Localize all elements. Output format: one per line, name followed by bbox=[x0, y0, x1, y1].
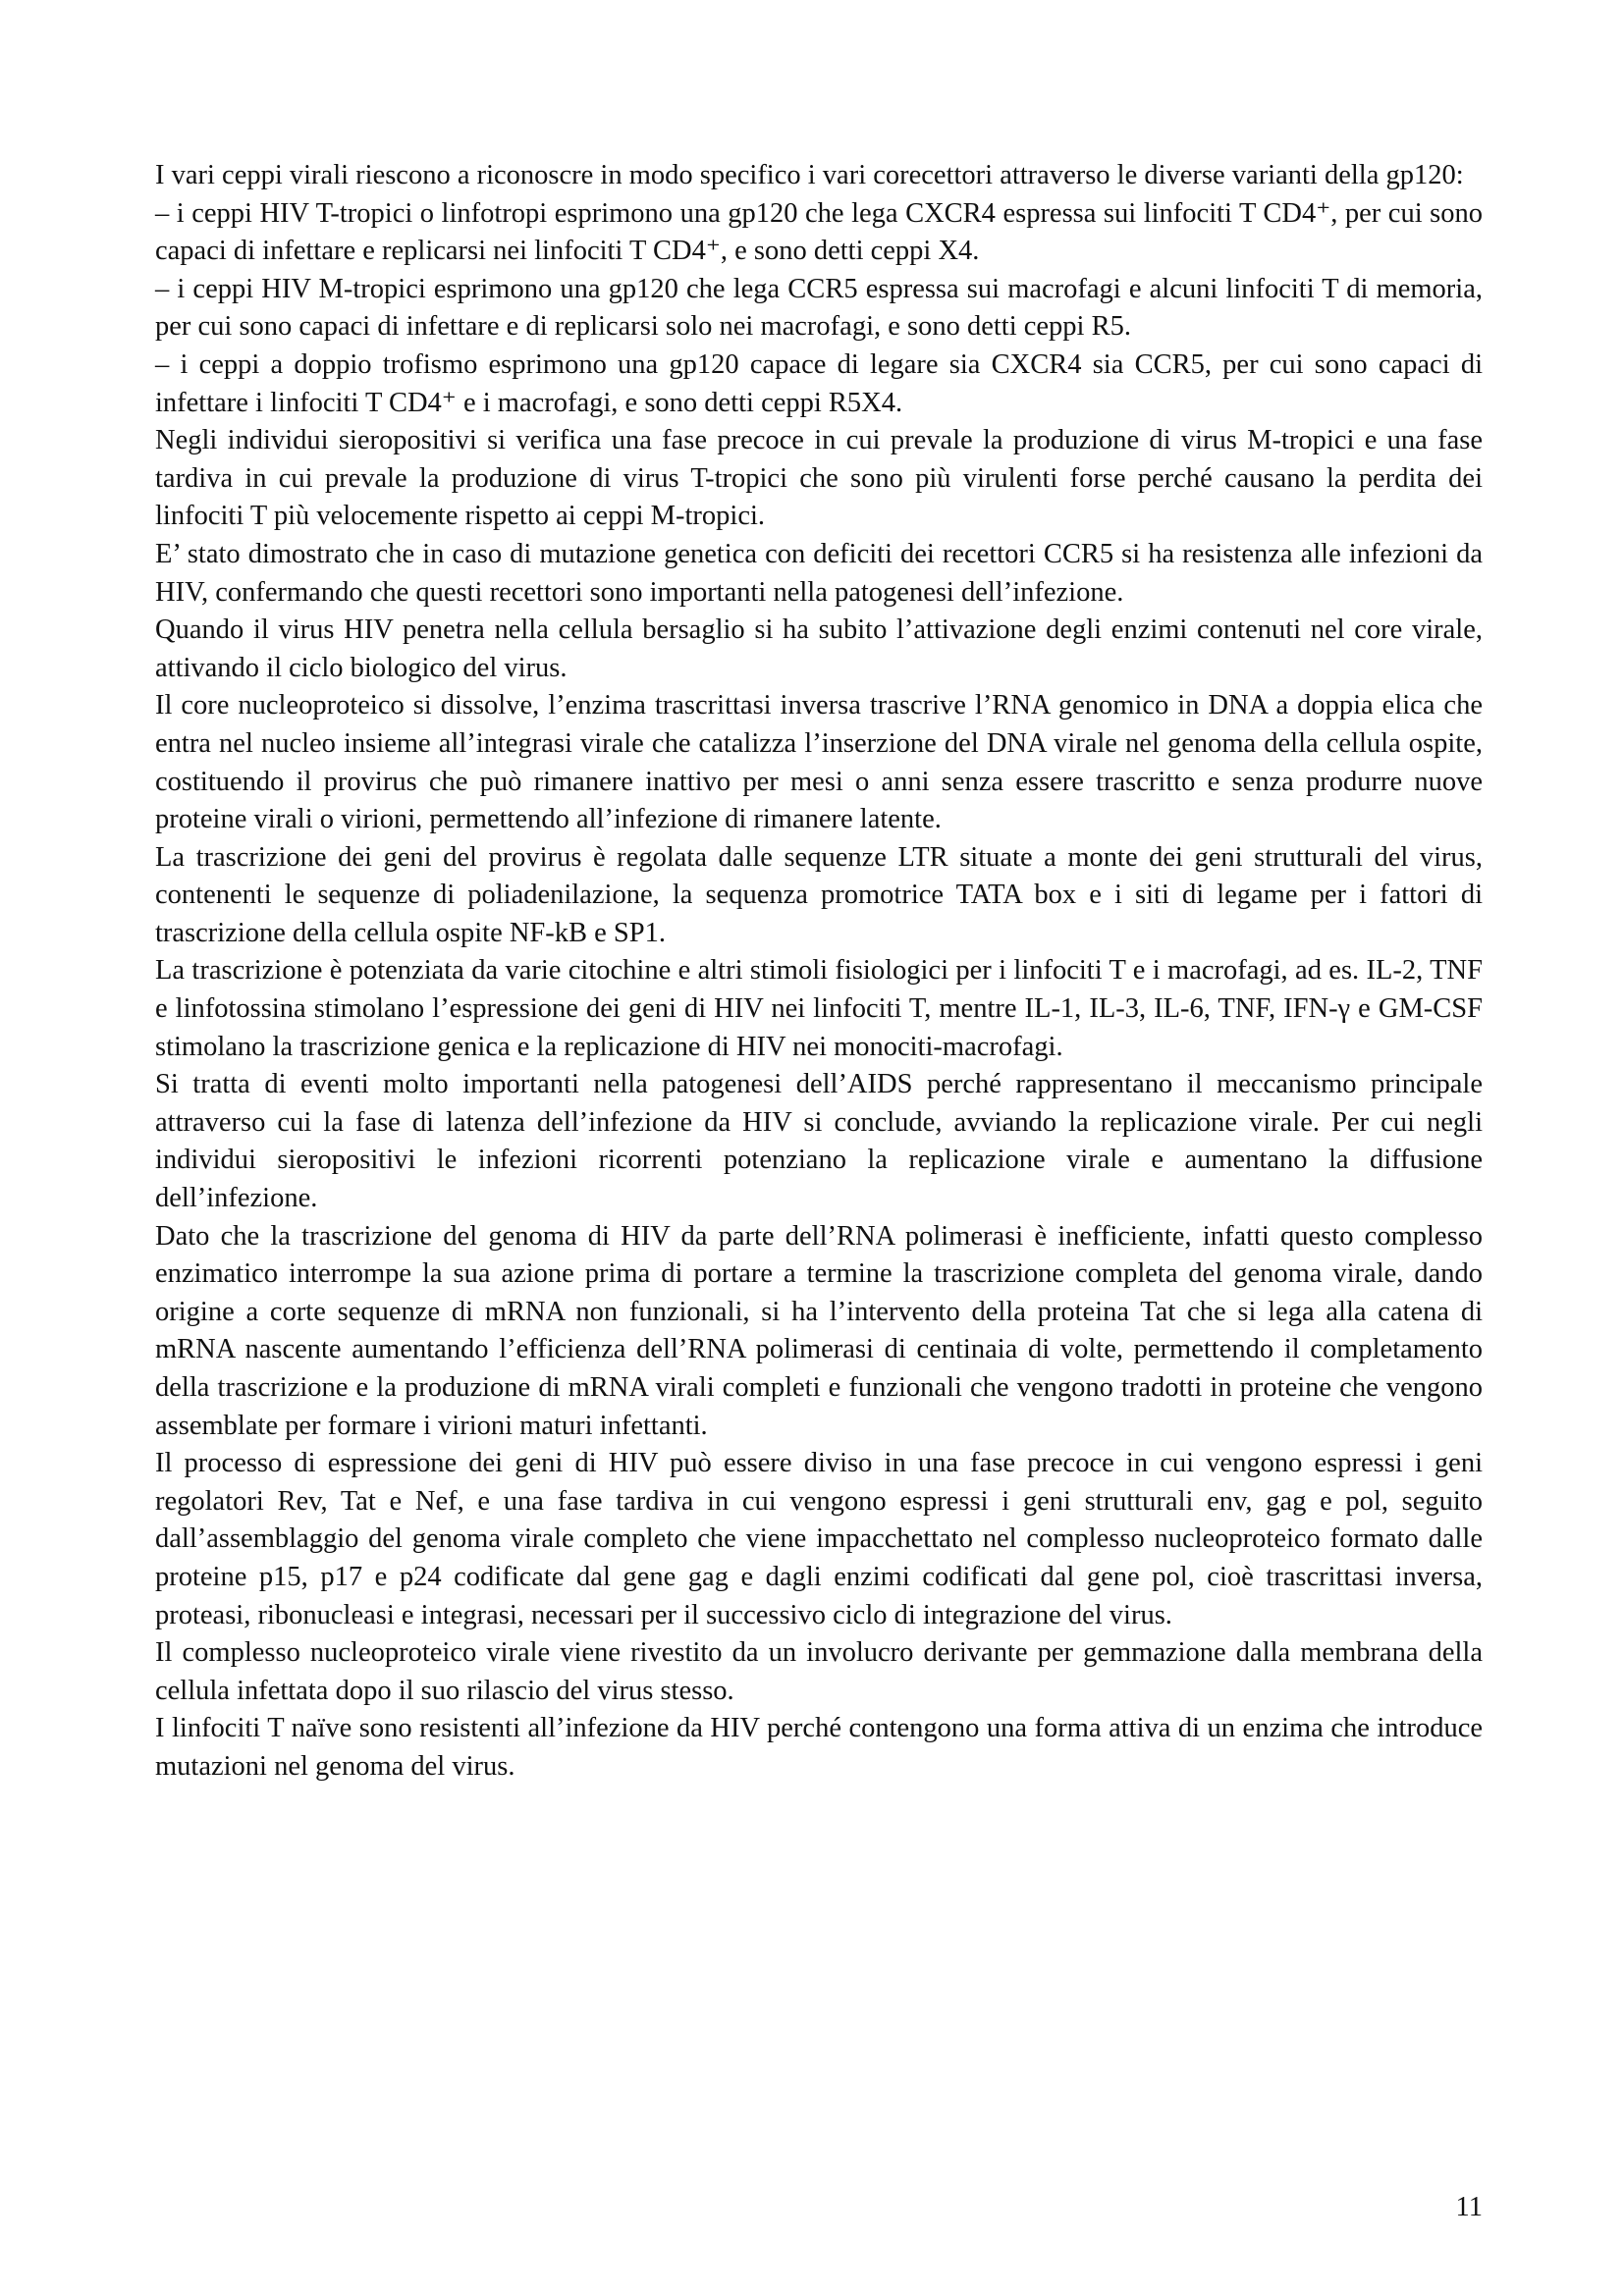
paragraph: – i ceppi HIV T-tropici o linfotropi esprimono una gp120 che lega CXCR4 espressa sui linfociti T CD4⁺, per cui sono capaci di infettare e replicarsi nei linfociti T CD4⁺, e sono detti ceppi X4. bbox=[155, 197, 1483, 267]
paragraph: La trascrizione è potenziata da varie citochine e altri stimoli fisiologici per i linfociti T e i macrofagi, ad es. IL-2, TNF e linfotossina stimolano l’espressione dei geni di HIV nei linfociti T, mentre IL-1, IL-3, IL-6, TNF, IFN-γ e GM-CSF stimolano la trascrizione genica e la replicazione di HIV nei monociti-macrofagi. bbox=[155, 955, 1483, 1062]
paragraph: – i ceppi HIV M-tropici esprimono una gp120 che lega CCR5 espressa sui macrofagi e alcuni linfociti T di memoria, per cui sono capaci di infettare e di replicarsi solo nei macrofagi, e sono detti ceppi R5. bbox=[155, 273, 1483, 343]
paragraph: Quando il virus HIV penetra nella cellula bersaglio si ha subito l’attivazione degli enzimi contenuti nel core virale, attivando il ciclo biologico del virus. bbox=[155, 614, 1483, 683]
body-text bbox=[155, 157, 1483, 1787]
paragraph: Si tratta di eventi molto importanti nella patogenesi dell’AIDS perché rappresentano il meccanismo principale attraverso cui la fase di latenza dell’infezione da HIV si conclude, avviando la replicazione virale. Per cui negli individui sieropositivi le infezioni ricorrenti potenziano la replicazione virale e aumentano la diffusione dell’infezione. bbox=[155, 1069, 1483, 1214]
page-number: 11 bbox=[1455, 2192, 1483, 2222]
paragraph: Il core nucleoproteico si dissolve, l’enzima trascrittasi inversa trascrive l’RNA genomico in DNA a doppia elica che entra nel nucleo insieme all’integrasi virale che catalizza l’inserzione del DNA virale nel genoma della cellula ospite, costituendo il provirus che può rimanere inattivo per mesi o anni senza essere trascritto e senza produrre nuove proteine virali o virioni, permettendo all’infezione di rimanere latente. bbox=[155, 690, 1483, 835]
paragraph: E’ stato dimostrato che in caso di mutazione genetica con deficiti dei recettori CCR5 si ha resistenza alle infezioni da HIV, confermando che questi recettori sono importanti nella patogenesi dell’infezione. bbox=[155, 538, 1483, 608]
paragraph: I vari ceppi virali riescono a riconoscre in modo specifico i vari corecettori attraverso le diverse varianti della gp120: bbox=[155, 160, 1464, 190]
paragraph: Negli individui sieropositivi si verifica una fase precoce in cui prevale la produzione di virus M-tropici e una fase tardiva in cui prevale la produzione di virus T-tropici che sono più virulenti forse perché causano la perdita dei linfociti T più velocemente rispetto ai ceppi M-tropici. bbox=[155, 425, 1483, 532]
paragraph: La trascrizione dei geni del provirus è regolata dalle sequenze LTR situate a monte dei geni strutturali del virus, contenenti le sequenze di poliadenilazione, la sequenza promotrice TATA box e i siti di legame per i fattori di trascrizione della cellula ospite NF-kB e SP1. bbox=[155, 841, 1483, 948]
paragraph: – i ceppi a doppio trofismo esprimono una gp120 capace di legare sia CXCR4 sia CCR5, per cui sono capaci di infettare i linfociti T CD4⁺ e i macrofagi, e sono detti ceppi R5X4. bbox=[155, 348, 1483, 418]
paragraph: Il complesso nucleoproteico virale viene rivestito da un involucro derivante per gemmazione dalla membrana della cellula infettata dopo il suo rilascio del virus stesso. bbox=[155, 1637, 1483, 1706]
paragraph: Dato che la trascrizione del genoma di HIV da parte dell’RNA polimerasi è inefficiente, infatti questo complesso enzimatico interrompe la sua azione prima di portare a termine la trascrizione completa del genoma virale, dando origine a corte sequenze di mRNA non funzionali, si ha l’intervento della proteina Tat che si lega alla catena di mRNA nascente aumentando l’efficienza dell’RNA polimerasi di centinaia di volte, permettendo il completamento della trascrizione e la produzione di mRNA virali completi e funzionali che vengono tradotti in proteine che vengono assemblate per formare i virioni maturi infettanti. bbox=[155, 1220, 1483, 1441]
paragraph: Il processo di espressione dei geni di HIV può essere diviso in una fase precoce in cui vengono espressi i geni regolatori Rev, Tat e Nef, e una fase tardiva in cui vengono espressi i geni strutturali env, gag e pol, seguito dall’assemblaggio del genoma virale completo che viene impacchettato nel complesso nucleoproteico formato dalle proteine p15, p17 e p24 codificate dal gene gag e dagli enzimi codificati dal gene pol, cioè trascrittasi inversa, proteasi, ribonucleasi e integrasi, necessari per il successivo ciclo di integrazione del virus. bbox=[155, 1448, 1483, 1630]
paragraph: I linfociti T naïve sono resistenti all’infezione da HIV perché contengono una forma attiva di un enzima che introduce mutazioni nel genoma del virus. bbox=[155, 1713, 1483, 1782]
